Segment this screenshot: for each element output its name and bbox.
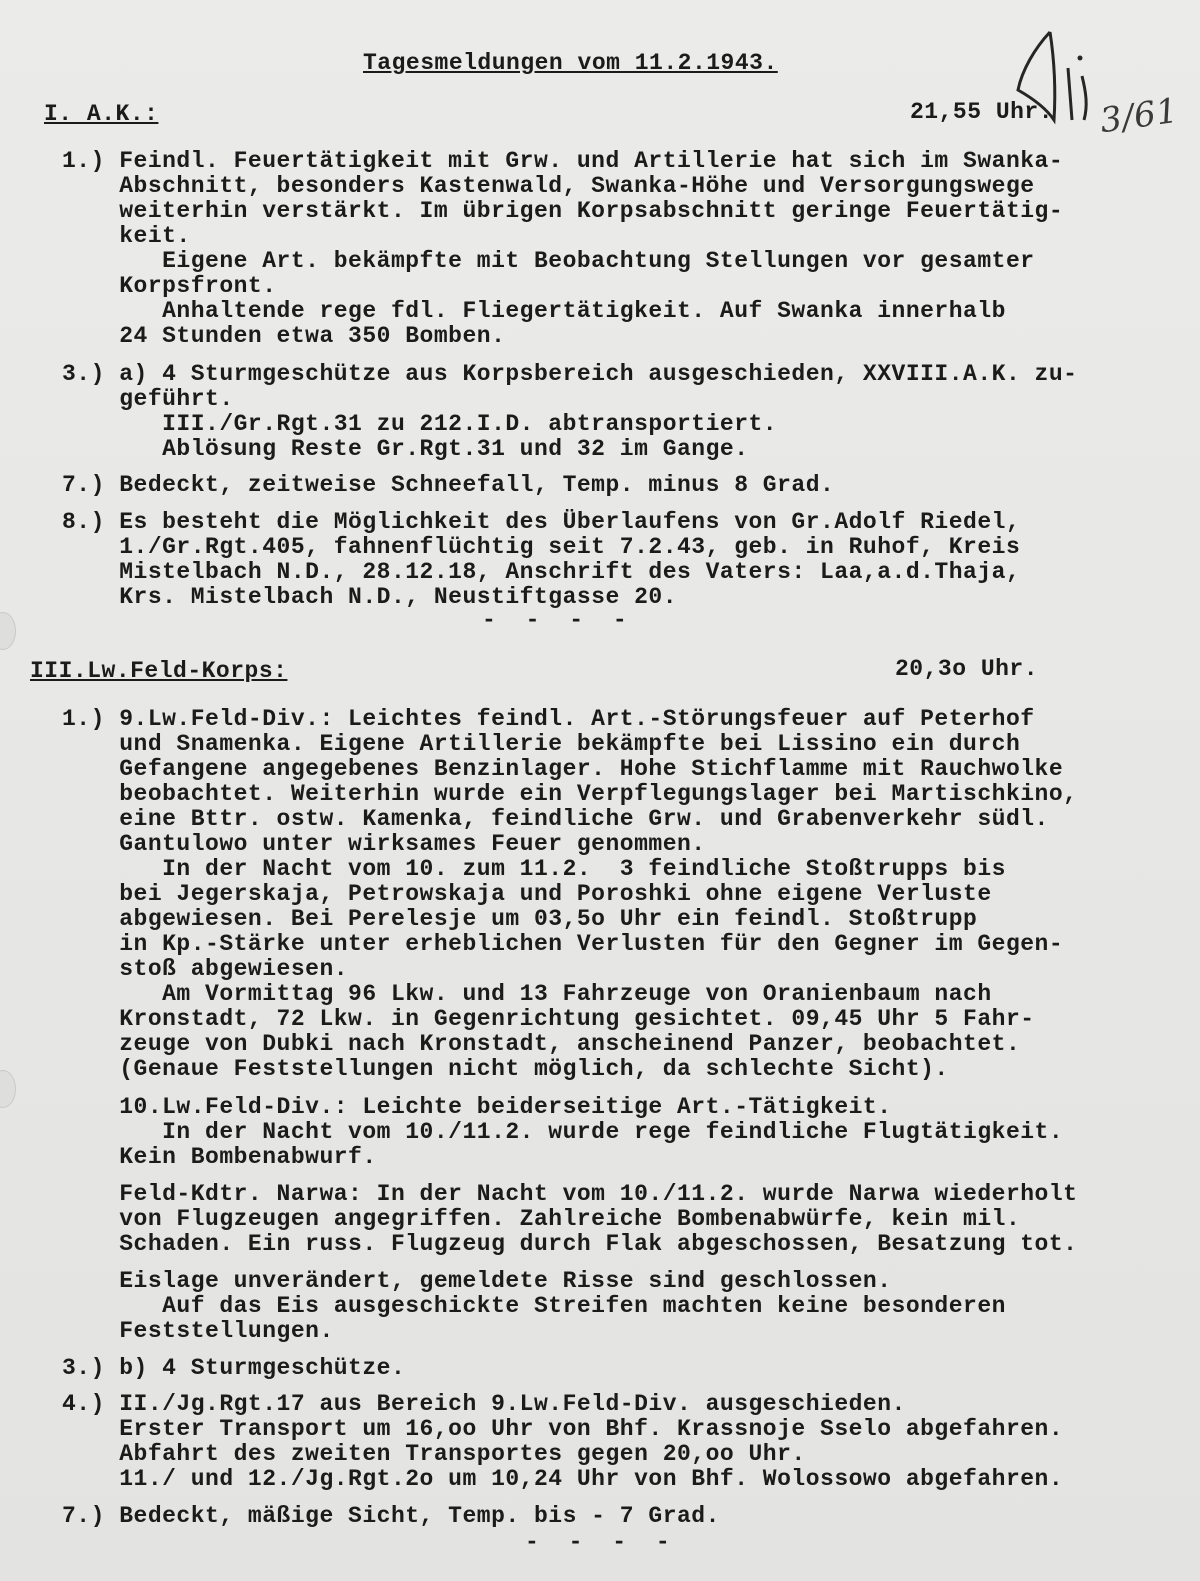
report-line: in Kp.-Stärke unter erheblichen Verlusten für den Gegner im Gegen- (62, 931, 1064, 957)
handwritten-margin-note: 3/61 (1097, 90, 1181, 142)
report-line: weiterhin verstärkt. Im übrigen Korpsabschnitt geringe Feuertätig- (62, 198, 1064, 224)
report-line: Feststellungen. (62, 1318, 334, 1344)
report-line: Schaden. Ein russ. Flugzeug durch Flak abgeschossen, Besatzung tot. (62, 1231, 1078, 1257)
report-line: (Genaue Feststellungen nicht möglich, da schlechte Sicht). (62, 1056, 949, 1082)
report-line: 4.) II./Jg.Rgt.17 aus Bereich 9.Lw.Feld-Div. ausgeschieden. (62, 1391, 906, 1417)
report-line: Abfahrt des zweiten Transportes gegen 20,oo Uhr. (62, 1441, 806, 1467)
report-line: Anhaltende rege fdl. Fliegertätigkeit. Auf Swanka innerhalb (62, 298, 1006, 324)
report-line: 3.) b) 4 Sturmgeschütze. (62, 1355, 406, 1381)
report-line: und Snamenka. Eigene Artillerie bekämpfte bei Lissino ein durch (62, 731, 1021, 757)
report-line: Erster Transport um 16,oo Uhr von Bhf. Krassnoje Sselo abgefahren. (62, 1416, 1064, 1442)
report-line: In der Nacht vom 10. zum 11.2. 3 feindliche Stoßtrupps bis (62, 856, 1006, 882)
report-line: Korpsfront. (62, 273, 277, 299)
report-line: In der Nacht vom 10./11.2. wurde rege feindliche Flugtätigkeit. (62, 1119, 1064, 1145)
report-line: 8.) Es besteht die Möglichkeit des Überlaufens von Gr.Adolf Riedel, (62, 509, 1021, 535)
report-line: Mistelbach N.D., 28.12.18, Anschrift des Vaters: Laa,a.d.Thaja, (62, 559, 1021, 585)
section-heading: III.Lw.Feld-Korps: (30, 658, 288, 684)
report-line: eine Bttr. ostw. Kamenka, feindliche Grw. und Grabenverkehr südl. (62, 806, 1049, 832)
report-line: 7.) Bedeckt, mäßige Sicht, Temp. bis - 7 Grad. (62, 1503, 720, 1529)
document-title: Tagesmeldungen vom 11.2.1943. (363, 50, 778, 76)
section-separator: - - - - (482, 607, 635, 633)
report-line: zeuge von Dubki nach Kronstadt, anscheinend Panzer, beobachtet. (62, 1031, 1021, 1057)
section-separator: - - - - (525, 1529, 678, 1555)
report-line: von Flugzeugen angegriffen. Zahlreiche Bombenabwürfe, kein mil. (62, 1206, 1021, 1232)
report-line: keit. (62, 223, 191, 249)
report-line: Kronstadt, 72 Lkw. in Gegenrichtung gesichtet. 09,45 Uhr 5 Fahr- (62, 1006, 1035, 1032)
report-line: Kein Bombenabwurf. (62, 1144, 377, 1170)
punch-hole (0, 1070, 16, 1108)
punch-hole (0, 612, 16, 650)
report-line: 7.) Bedeckt, zeitweise Schneefall, Temp. minus 8 Grad. (62, 472, 835, 498)
report-line: 10.Lw.Feld-Div.: Leichte beiderseitige Art.-Tätigkeit. (62, 1094, 892, 1120)
report-line: Abschnitt, besonders Kastenwald, Swanka-Höhe und Versorgungswege (62, 173, 1035, 199)
report-line: 24 Stunden etwa 350 Bomben. (62, 323, 506, 349)
report-line: Auf das Eis ausgeschickte Streifen machten keine besonderen (62, 1293, 1006, 1319)
section-heading: I. A.K.: (44, 101, 159, 127)
report-line: 1.) 9.Lw.Feld-Div.: Leichtes feindl. Art.-Störungsfeuer auf Peterhof (62, 706, 1035, 732)
report-line: beobachtet. Weiterhin wurde ein Verpflegungslager bei Martischkino, (62, 781, 1078, 807)
report-line: III./Gr.Rgt.31 zu 212.I.D. abtransportiert. (62, 411, 778, 437)
report-line: 1./Gr.Rgt.405, fahnenflüchtig seit 7.2.43, geb. in Ruhof, Kreis (62, 534, 1021, 560)
report-line: Gantulowo unter wirksames Feuer genommen. (62, 831, 706, 857)
report-line: Krs. Mistelbach N.D., Neustiftgasse 20. (62, 584, 677, 610)
report-line: stoß abgewiesen. (62, 956, 349, 982)
report-line: Eigene Art. bekämpfte mit Beobachtung Stellungen vor gesamter (62, 248, 1035, 274)
report-line: Eislage unverändert, gemeldete Risse sind geschlossen. (62, 1268, 892, 1294)
section-time: 20,3o Uhr. (895, 656, 1039, 682)
report-line: 11./ und 12./Jg.Rgt.2o um 10,24 Uhr von Bhf. Wolossowo abgefahren. (62, 1466, 1064, 1492)
report-line: geführt. (62, 386, 234, 412)
report-line: Ablösung Reste Gr.Rgt.31 und 32 im Gange. (62, 436, 749, 462)
section-time: 21,55 Uhr. (910, 99, 1054, 125)
report-line: Feld-Kdtr. Narwa: In der Nacht vom 10./11.2. wurde Narwa wiederholt (62, 1181, 1078, 1207)
report-line: 3.) a) 4 Sturmgeschütze aus Korpsbereich ausgeschieden, XXVIII.A.K. zu- (62, 361, 1078, 387)
report-line: Gefangene angegebenes Benzinlager. Hohe Stichflamme mit Rauchwolke (62, 756, 1064, 782)
report-line: bei Jegerskaja, Petrowskaja und Poroshki ohne eigene Verluste (62, 881, 992, 907)
report-line: 1.) Feindl. Feuertätigkeit mit Grw. und Artillerie hat sich im Swanka- (62, 148, 1064, 174)
report-line: Am Vormittag 96 Lkw. und 13 Fahrzeuge von Oranienbaum nach (62, 981, 992, 1007)
report-line: abgewiesen. Bei Perelesje um 03,5o Uhr ein feindl. Stoßtrupp (62, 906, 978, 932)
